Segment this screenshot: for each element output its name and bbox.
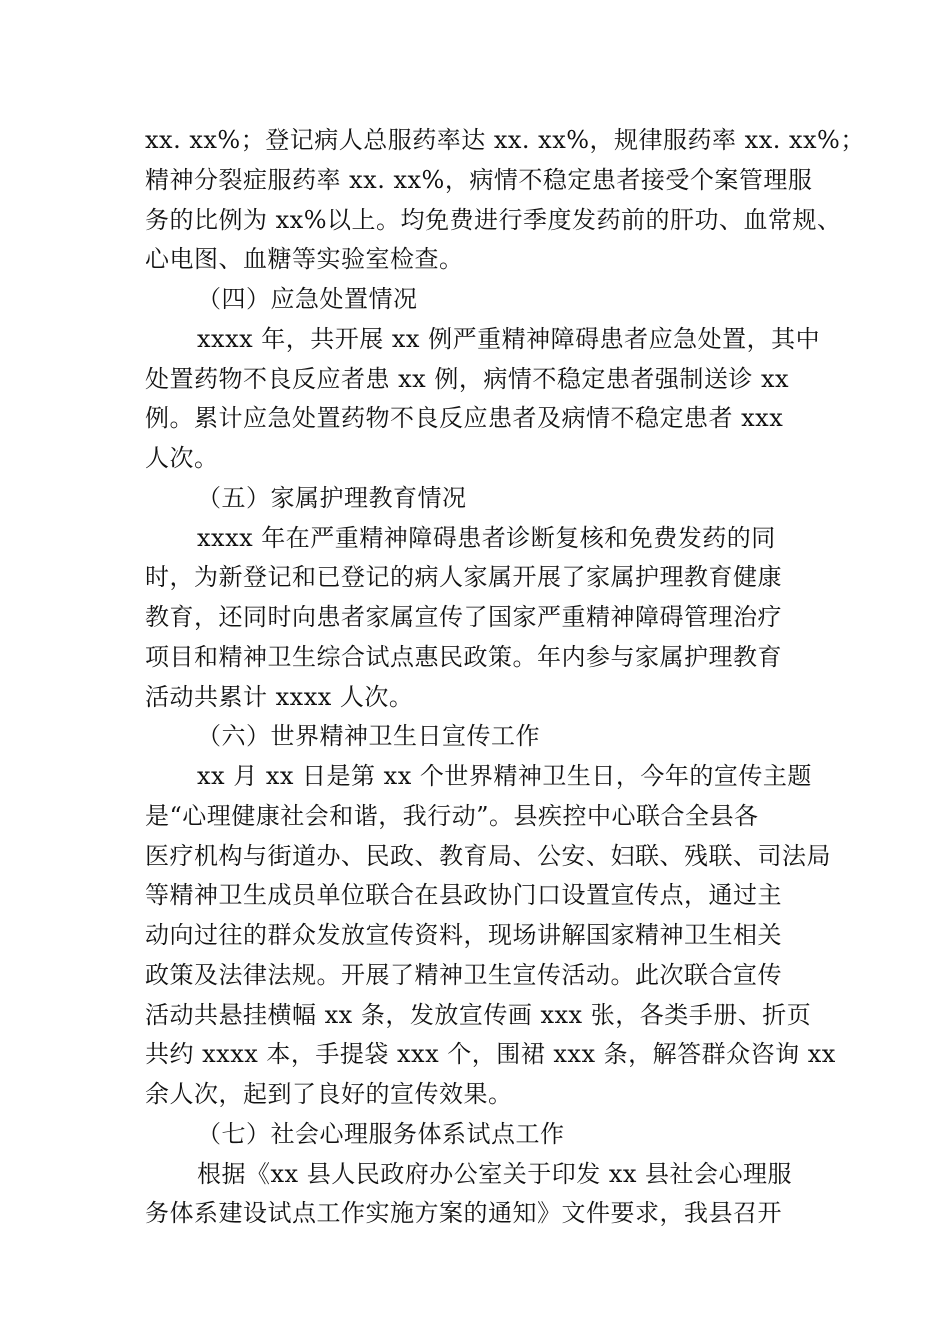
section-heading-7: （七）社会心理服务体系试点工作: [197, 1119, 565, 1148]
document-body: [145, 121, 865, 1234]
body-line: 务体系建设试点工作实施方案的通知》文件要求，我县召开: [145, 1199, 782, 1228]
body-line: 共约 xxxx 本，手提袋 xxx 个，围裙 xxx 条，解答群众咨询 xx: [145, 1040, 836, 1069]
body-line: 心电图、血糖等实验室检查。: [145, 245, 464, 274]
body-line: 教育，还同时向患者家属宣传了国家严重精神障碍管理治疗: [145, 603, 782, 631]
section-heading-5: （五）家属护理教育情况: [197, 483, 467, 512]
section-heading-4: （四）应急处置情况: [197, 285, 418, 313]
body-line: 医疗机构与街道办、民政、教育局、公安、妇联、残联、司法局: [145, 841, 831, 870]
body-line: 时，为新登记和已登记的病人家属开展了家属护理教育健康: [145, 563, 782, 592]
body-line: 动向过往的群众发放宣传资料，现场讲解国家精神卫生相关: [145, 921, 782, 949]
body-line: 务的比例为 xx%以上。均免费进行季度发药前的肝功、血常规、: [145, 205, 842, 234]
paragraph-start: 根据《xx 县人民政府办公室关于印发 xx 县社会心理服: [197, 1159, 793, 1188]
body-line: 项目和精神卫生综合试点惠民政策。年内参与家属护理教育: [145, 642, 782, 671]
paragraph-start: xxxx 年，共开展 xx 例严重精神障碍患者应急处置，其中: [197, 324, 821, 353]
body-line: 活动共悬挂横幅 xx 条，发放宣传画 xxx 张，各类手册、折页: [145, 1000, 812, 1029]
body-line: 处置药物不良反应者患 xx 例，病情不稳定患者强制送诊 xx: [145, 364, 790, 393]
body-line: 政策及法律法规。开展了精神卫生宣传活动。此次联合宣传: [145, 960, 782, 989]
paragraph-start: xx 月 xx 日是第 xx 个世界精神卫生日，今年的宣传主题: [197, 762, 812, 790]
body-line: 是“心理健康社会和谐，我行动”。县疾控中心联合全县各: [145, 801, 759, 830]
paragraph-start: xxxx 年在严重精神障碍患者诊断复核和免费发药的同: [197, 523, 776, 552]
body-line: 精神分裂症服药率 xx. xx%，病情不稳定患者接受个案管理服: [145, 165, 813, 194]
section-heading-6: （六）世界精神卫生日宣传工作: [197, 722, 540, 751]
body-line: 例。累计应急处置药物不良反应患者及病情不稳定患者 xxx: [145, 404, 784, 433]
body-line: 人次。: [145, 444, 219, 472]
body-line: xx. xx%；登记病人总服药率达 xx. xx%，规律服药率 xx. xx%；: [145, 126, 865, 154]
body-line: 等精神卫生成员单位联合在县政协门口设置宣传点，通过主: [145, 881, 782, 910]
body-line: 活动共累计 xxxx 人次。: [145, 682, 414, 711]
body-line: 余人次，起到了良好的宣传效果。: [145, 1080, 513, 1108]
